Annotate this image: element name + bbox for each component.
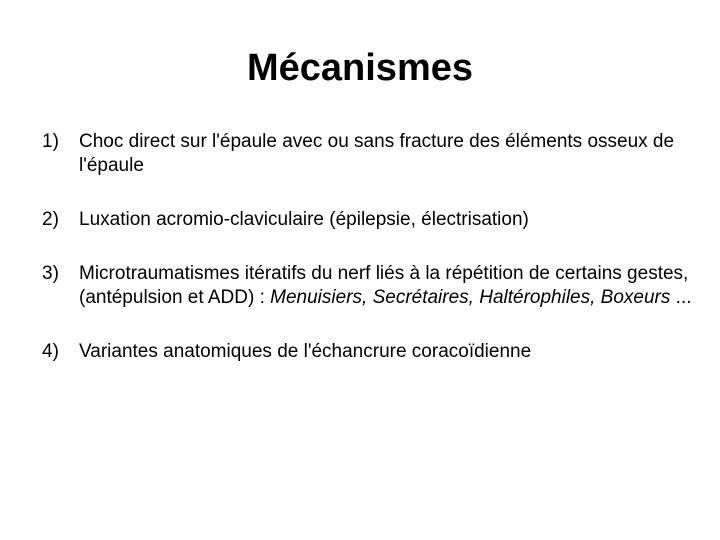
list-item-text: Luxation acromio-claviculaire (épilepsie, électrisation) (79, 209, 529, 230)
list-item-number: 2) (42, 209, 59, 230)
list-item-text: Microtraumatismes itératifs du nerf liés à la répétition de certains gestes, (antépulsion et ADD) : (79, 263, 689, 308)
list-item-number: 3) (42, 263, 59, 284)
list-item (42, 130, 702, 178)
list-item-italic-examples: Menuisiers, Secrétaires, Haltérophiles, Boxeurs (270, 287, 671, 308)
list-item (42, 208, 702, 232)
list-item (42, 340, 702, 364)
list-item-number: 1) (42, 131, 59, 152)
mechanisms-list (42, 130, 702, 364)
list-item-text: Choc direct sur l'épaule avec ou sans fracture des éléments osseux de l'épaule (79, 131, 675, 176)
list-item (42, 262, 702, 310)
list-item-text: Variantes anatomiques de l'échancrure coracoïdienne (79, 341, 532, 362)
list-item-number: 4) (42, 341, 59, 362)
slide-title: Mécanismes (246, 47, 473, 89)
list-item-suffix: ... (670, 287, 692, 308)
